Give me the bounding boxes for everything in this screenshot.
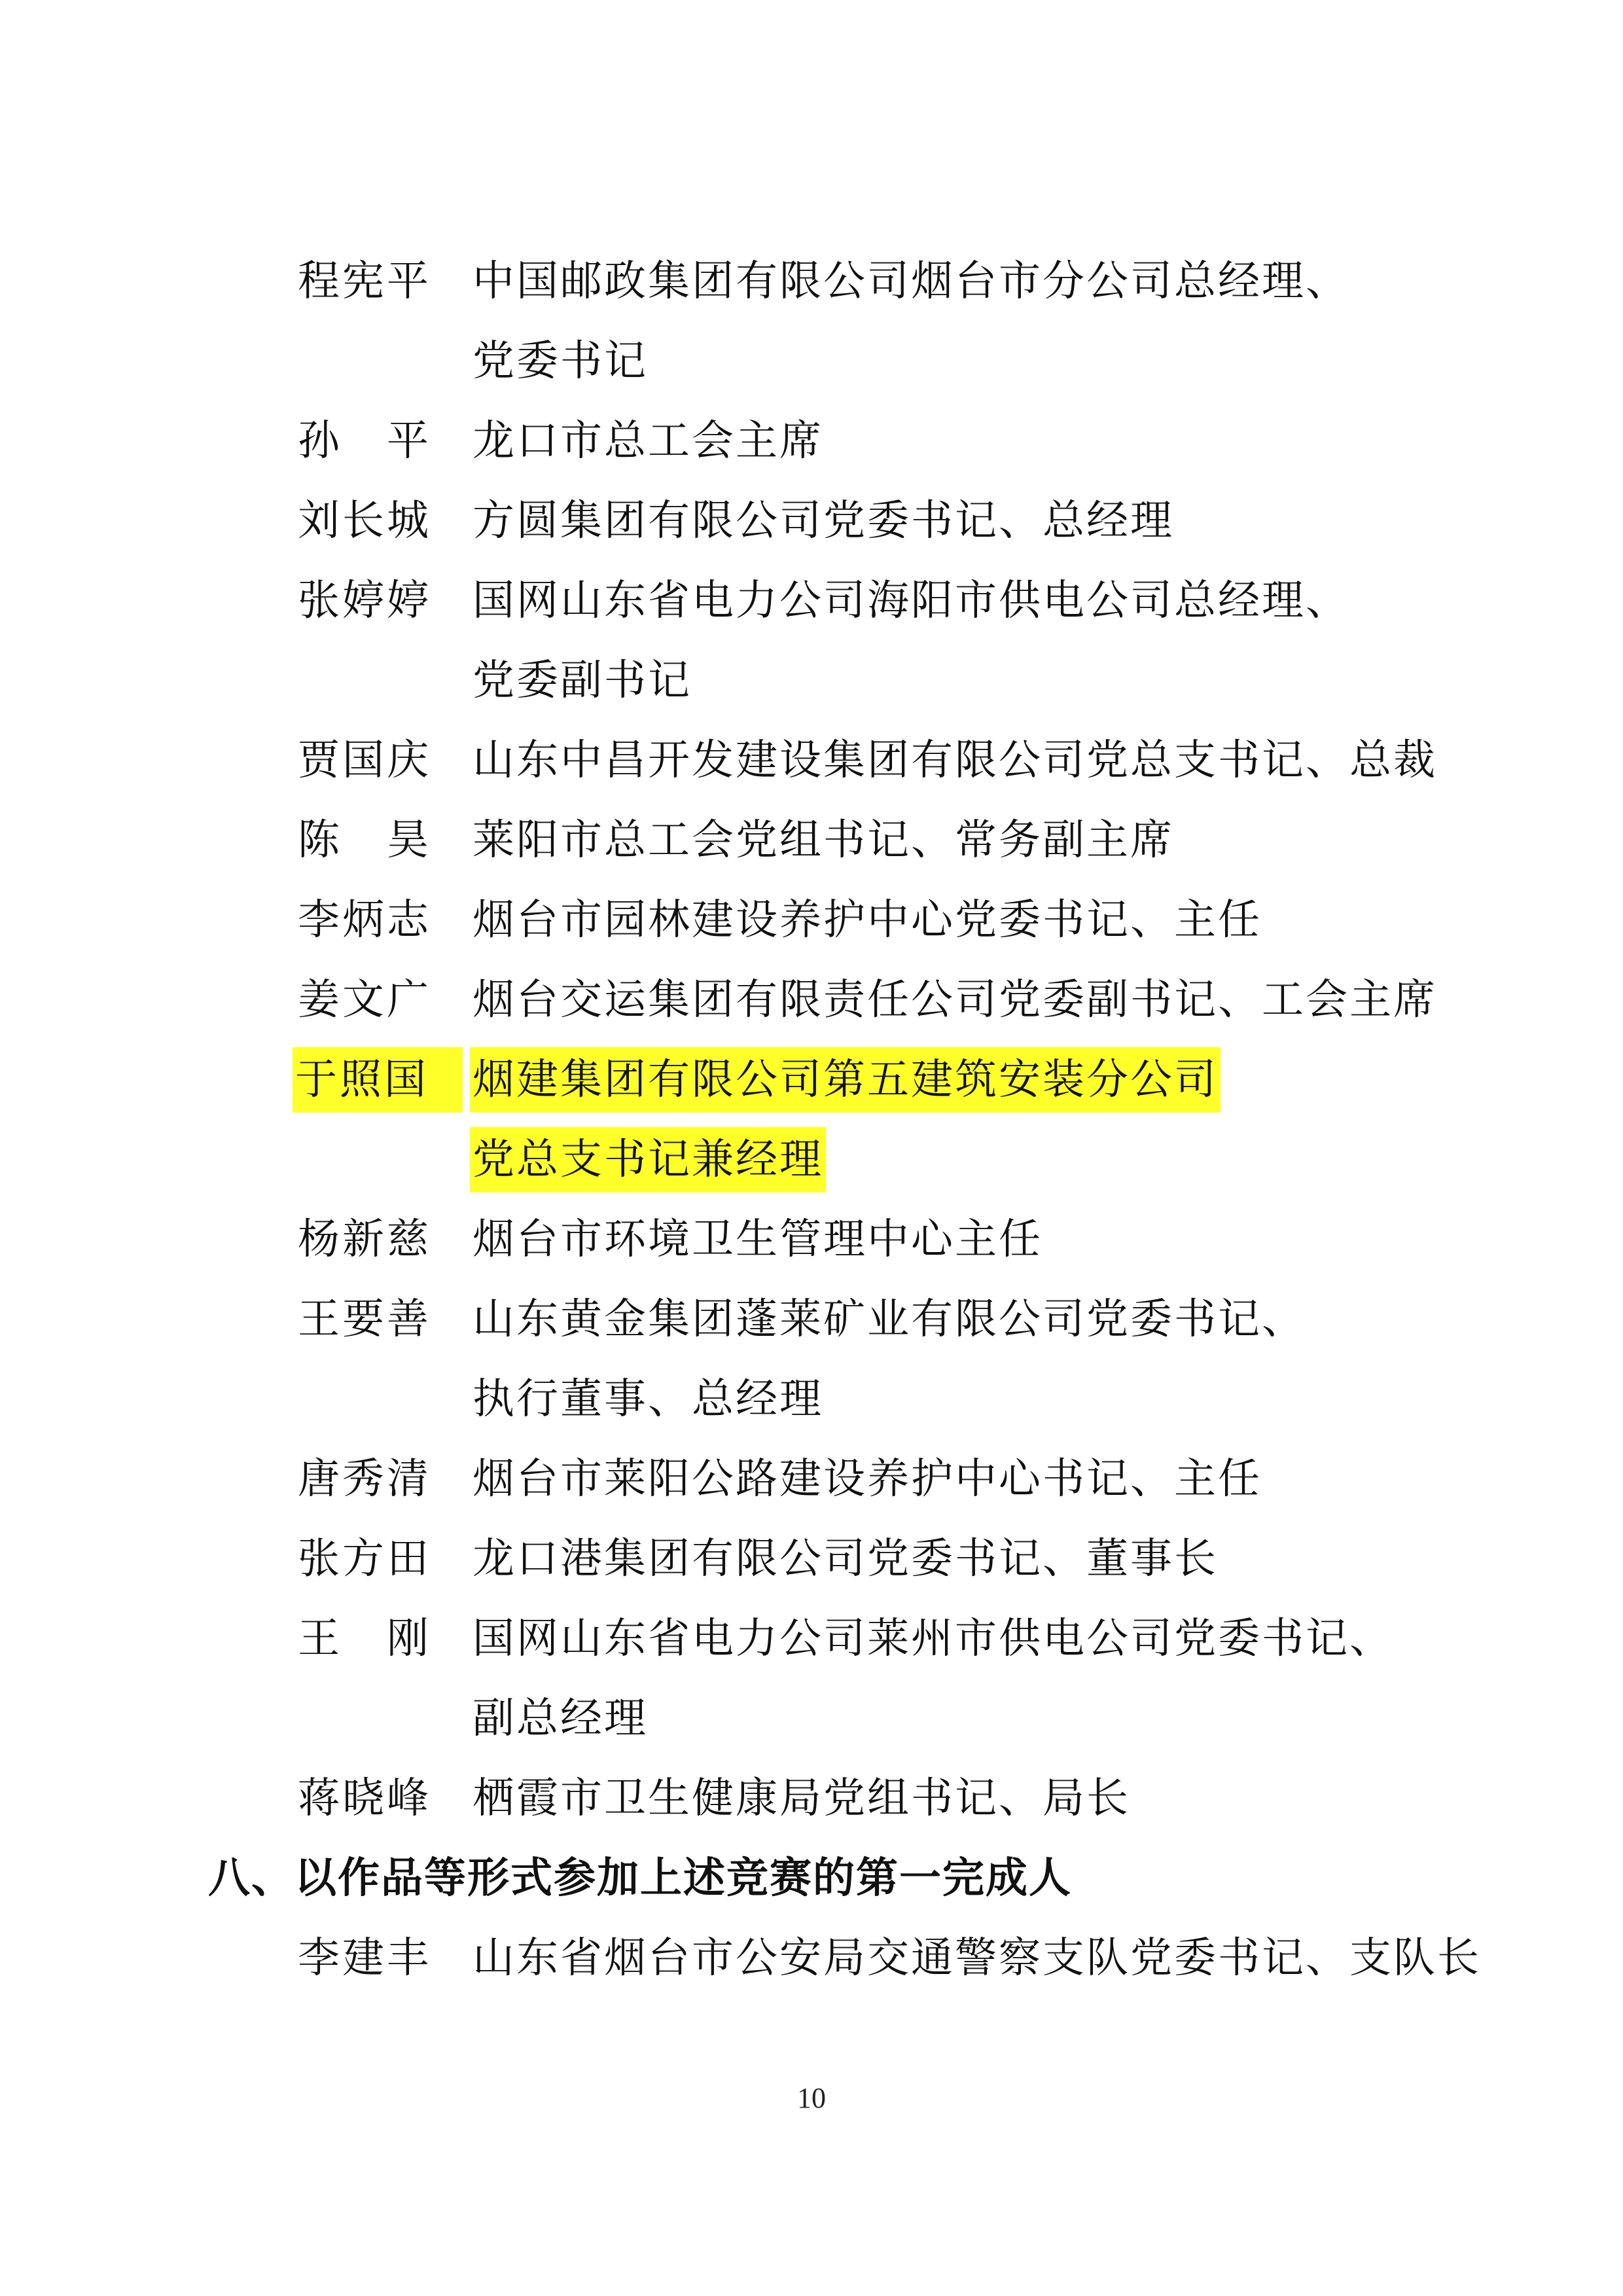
entry-title: 山东省烟台市公安局交通警察支队党委书记、支队长	[473, 1934, 1481, 1982]
entry-title: 山东中昌开发建设集团有限公司党总支书记、总裁	[473, 736, 1437, 785]
entry-name: 李建丰	[298, 1934, 431, 1982]
entry-title-highlighted: 烟建集团有限公司第五建筑安装分公司	[470, 1047, 1221, 1113]
entry-title: 国网山东省电力公司莱州市供电公司党委书记、	[473, 1615, 1393, 1663]
entry-title: 中国邮政集团有限公司烟台市分公司总经理、	[473, 257, 1349, 306]
entry-title: 烟台市园林建设养护中心党委书记、主任	[473, 896, 1262, 944]
entry-title: 山东黄金集团蓬莱矿业有限公司党委书记、	[473, 1295, 1306, 1344]
entry-name: 刘长城	[298, 497, 431, 545]
entry-title: 国网山东省电力公司海阳市供电公司总经理、	[473, 577, 1349, 625]
entry-name: 程宪平	[298, 257, 431, 306]
entry-title-highlighted: 党总支书记兼经理	[470, 1127, 826, 1193]
entry-name: 蒋晓峰	[298, 1774, 431, 1823]
entry-name: 李炳志	[298, 896, 431, 944]
entry-name: 孙 平	[298, 417, 431, 465]
entry-title: 龙口市总工会主席	[473, 417, 823, 465]
entry-name: 杨新慈	[298, 1215, 431, 1264]
entry-name: 张方田	[298, 1535, 431, 1583]
entry-title: 党委副书记	[473, 656, 692, 705]
entry-title: 烟台市环境卫生管理中心主任	[473, 1215, 1043, 1264]
entry-name: 姜文广	[298, 976, 431, 1024]
page-number: 10	[797, 2082, 826, 2114]
entry-title: 烟台市莱阳公路建设养护中心书记、主任	[473, 1455, 1262, 1503]
entry-title: 龙口港集团有限公司党委书记、董事长	[473, 1535, 1218, 1583]
entry-title: 烟台交运集团有限责任公司党委副书记、工会主席	[473, 976, 1437, 1024]
entry-name: 贾国庆	[298, 736, 431, 785]
entry-title: 副总经理	[473, 1695, 648, 1743]
entry-title: 党委书记	[473, 337, 648, 386]
entry-title: 方圆集团有限公司党委书记、总经理	[473, 497, 1174, 545]
entry-name-highlighted: 于照国	[293, 1047, 463, 1113]
entry-title: 莱阳市总工会党组书记、常务副主席	[473, 816, 1174, 865]
entry-name: 王 刚	[298, 1615, 431, 1663]
entry-name: 唐秀清	[298, 1455, 431, 1503]
entry-name: 陈 昊	[298, 816, 431, 865]
entry-name: 王要善	[298, 1295, 431, 1344]
entry-title: 栖霞市卫生健康局党组书记、局长	[473, 1774, 1130, 1823]
section-heading: 八、以作品等形式参加上述竞赛的第一完成人	[208, 1854, 1072, 1903]
entry-name: 张婷婷	[298, 577, 431, 625]
entry-title: 执行董事、总经理	[473, 1375, 823, 1424]
